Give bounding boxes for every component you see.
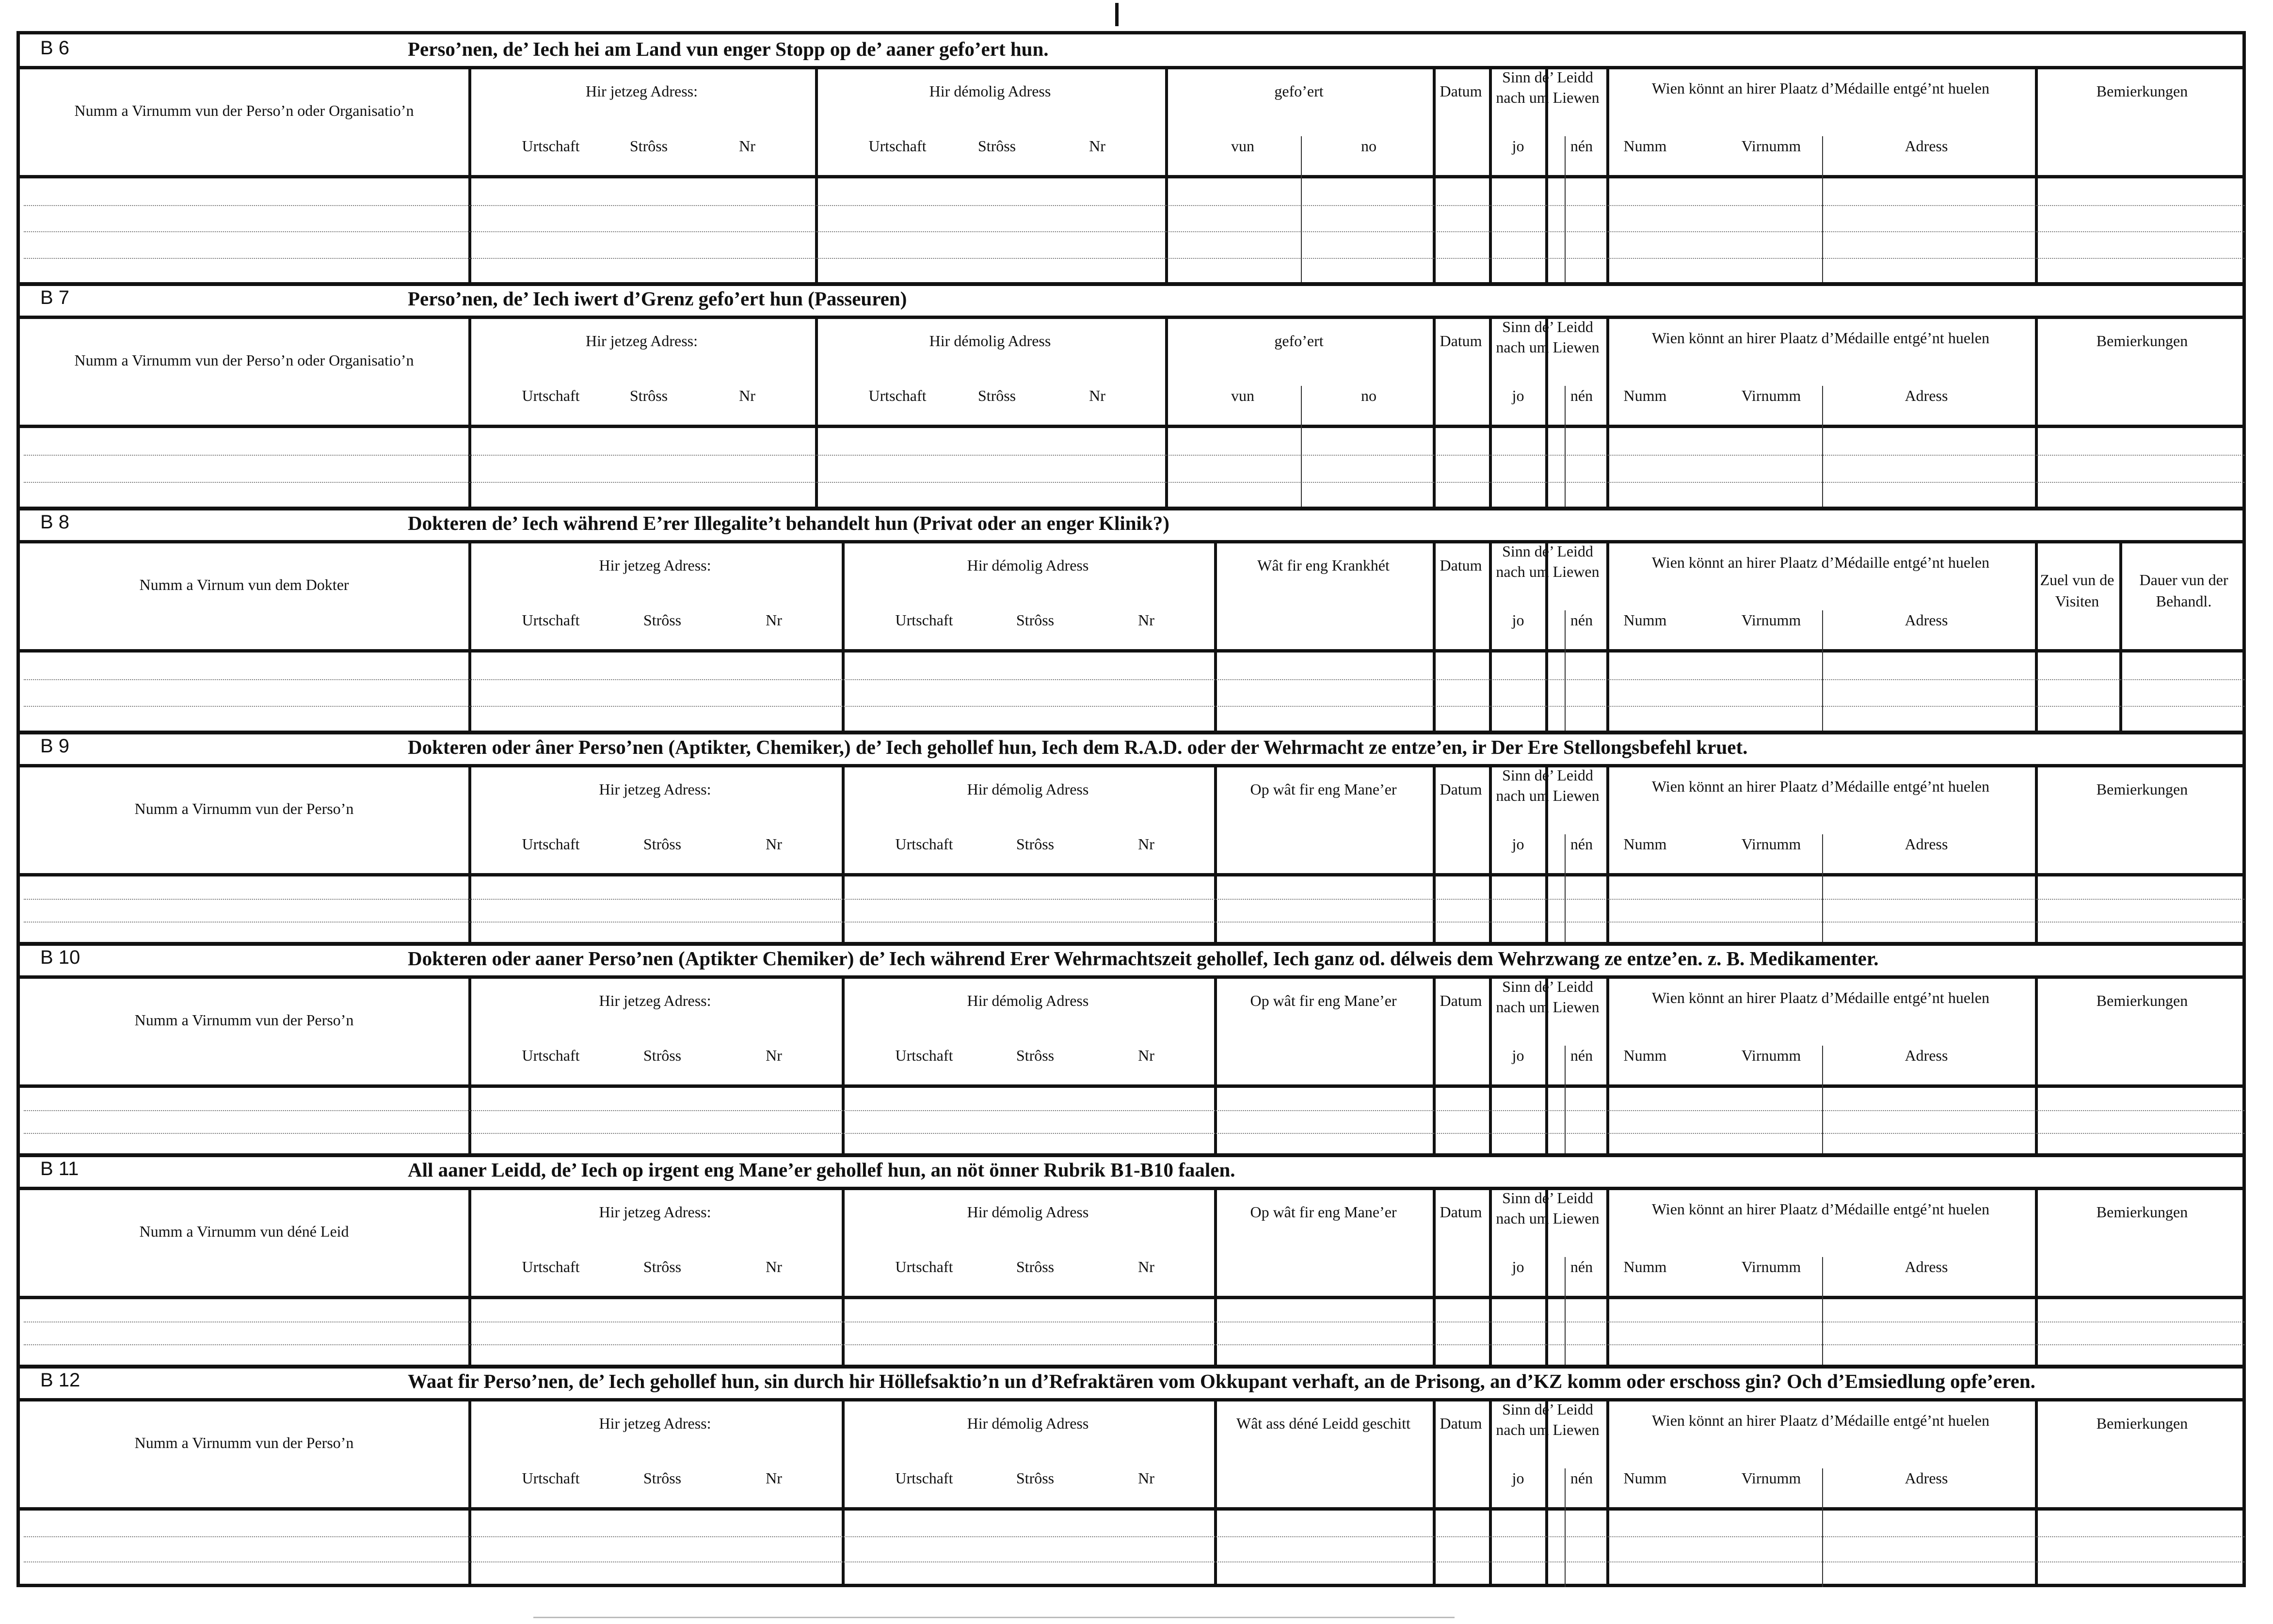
address-subheader: Adress [1905, 387, 1948, 404]
yes-subheader: jo [1512, 611, 1524, 629]
no-subheader: nén [1570, 1258, 1593, 1275]
remarks-column-header: Bemierkungen [2096, 1415, 2188, 1432]
nr-subheader: Nr [766, 611, 782, 629]
section-title: Waat fir Perso’nen, de’ Iech gehollef hun, sin durch hir Höllefsaktio’n un d’Refraktären vom Okkupant verhaft, an de Prisong, an d’KZ komm oder erschoss gin? Och d’Emsiedlung opfe’eren. [408, 1370, 2035, 1392]
former-address-header: Hir démolig Adress [967, 557, 1089, 574]
virnumm-adress-split [1822, 834, 1823, 944]
header-bottom-rule [20, 1084, 2242, 1088]
date-column-header: Datum [1440, 992, 1482, 1009]
name-column-header: Numm a Virnumm vun der Perso’n [134, 1434, 354, 1451]
entry-row-line [24, 706, 2244, 707]
stross-subheader: Strôss [643, 835, 682, 853]
urtschaft-subheader: Urtschaft [522, 1047, 580, 1064]
virnumm-adress-split [1822, 1046, 1823, 1155]
current-address-header: Hir jetzeg Adress: [599, 1415, 711, 1432]
nr-subheader: Nr [766, 1469, 782, 1487]
form-section-b7 [20, 284, 2242, 509]
urtschaft-subheader: Urtschaft [895, 1047, 953, 1064]
name-column-header: Numm a Virnumm vun der Perso’n oder Organisatio’n [74, 102, 414, 119]
nr-subheader: Nr [1138, 1469, 1154, 1487]
address-subheader: Adress [1905, 1258, 1948, 1275]
section-code: B 12 [40, 1369, 80, 1391]
former-address-header: Hir démolig Adress [967, 992, 1089, 1009]
stross-subheader: Strôss [1016, 611, 1055, 629]
medal-recipient-header: Wien könnt an hirer Plaatz d’Médaille entgé’nt huelen [1651, 1200, 1990, 1218]
nr-subheader: Nr [1089, 137, 1105, 155]
column-divider [1214, 540, 1217, 732]
remarks-column-header: Bemierkungen [2096, 332, 2188, 350]
current-address-header: Hir jetzeg Adress: [599, 1203, 711, 1221]
remarks-column-header: Bemierkungen [2096, 780, 2188, 798]
remarks-column-header: Bemierkungen [2096, 992, 2188, 1009]
section-code: B 11 [40, 1158, 79, 1179]
name-column-header: Numm a Virnumm vun der Perso’n [134, 1011, 354, 1029]
section-title: Dokteren oder aaner Perso’nen (Aptikter Chemiker) de’ Iech während Erer Wehrmachtszeit gehollef, Iech ganz od. délweis dem Wehrzwang ze entze’en. z. B. Medikamenter. [408, 947, 1879, 970]
header-top-rule [20, 1398, 2242, 1401]
section-divider [20, 942, 2242, 946]
section-title: Perso’nen, de’ Iech hei am Land vun enger Stopp op de’ aaner gefo’ert hun. [408, 38, 1049, 60]
middle-column-header: gefo’ert [1274, 82, 1324, 100]
date-column-header: Datum [1440, 557, 1482, 574]
yes-subheader: jo [1512, 835, 1524, 853]
vun-no-split [1301, 136, 1302, 284]
section-title: Perso’nen, de’ Iech iwert d’Grenz gefo’ert hun (Passeuren) [408, 287, 907, 310]
no-subheader: nén [1570, 1047, 1593, 1064]
firstname-subheader: Virnumm [1741, 611, 1801, 629]
entry-row-line [24, 1561, 2244, 1562]
nr-subheader: Nr [1089, 387, 1105, 404]
address-subheader: Adress [1905, 1047, 1948, 1064]
header-bottom-rule [20, 1296, 2242, 1299]
column-divider [1214, 1398, 1217, 1587]
date-column-header: Datum [1440, 332, 1482, 350]
date-column-header: Datum [1440, 82, 1482, 100]
column-divider [1606, 66, 1609, 284]
nr-subheader: Nr [739, 387, 755, 404]
firstname-subheader: Virnumm [1741, 1258, 1801, 1275]
yes-subheader: jo [1512, 387, 1524, 404]
nr-subheader: Nr [766, 1047, 782, 1064]
form-section-b12 [20, 1367, 2242, 1587]
name-column-header: Numm a Virnumm vun der Perso’n oder Organisatio’n [74, 351, 414, 369]
entry-row-line [24, 899, 2244, 900]
to-subheader: no [1361, 137, 1377, 155]
address-subheader: Adress [1905, 1469, 1948, 1487]
no-subheader: nén [1570, 137, 1593, 155]
stross-subheader: Strôss [1016, 1469, 1055, 1487]
nr-subheader: Nr [739, 137, 755, 155]
header-top-rule [20, 1187, 2242, 1190]
virnumm-adress-split [1822, 1468, 1823, 1587]
form-section-b6 [20, 34, 2242, 284]
yes-subheader: jo [1512, 1047, 1524, 1064]
surname-subheader: Numm [1623, 611, 1667, 629]
alive-column-header: Sinn de’ Leidd nach um Liewen [1496, 542, 1600, 580]
header-bottom-rule [20, 425, 2242, 428]
column-divider [1606, 316, 1609, 509]
urtschaft-subheader: Urtschaft [895, 1258, 953, 1275]
stross-subheader: Strôss [643, 611, 682, 629]
column-divider [1214, 975, 1217, 1155]
remarks-column-header: Bemierkungen [2096, 1203, 2188, 1221]
from-subheader: vun [1231, 137, 1254, 155]
form-section-b10 [20, 944, 2242, 1155]
surname-subheader: Numm [1623, 1047, 1667, 1064]
header-top-rule [20, 540, 2242, 543]
entry-row-line [24, 1321, 2244, 1322]
former-address-header: Hir démolig Adress [967, 1415, 1089, 1432]
section-divider [20, 1365, 2242, 1369]
stross-subheader: Strôss [643, 1469, 682, 1487]
middle-column-header: Op wât fir eng Mane’er [1250, 1203, 1397, 1221]
column-divider [1214, 1187, 1217, 1367]
name-column-header: Numm a Virnum vun dem Dokter [139, 576, 349, 593]
virnumm-adress-split [1822, 1257, 1823, 1367]
virnumm-adress-split [1822, 136, 1823, 284]
entry-row-line [24, 1344, 2244, 1345]
current-address-header: Hir jetzeg Adress: [585, 82, 698, 100]
no-subheader: nén [1570, 1469, 1593, 1487]
medal-recipient-header: Wien könnt an hirer Plaatz d’Médaille entgé’nt huelen [1651, 778, 1990, 795]
no-subheader: nén [1570, 387, 1593, 404]
date-column-header: Datum [1440, 1203, 1482, 1221]
date-column-header: Datum [1440, 1415, 1482, 1432]
name-column-header: Numm a Virnumm vun der Perso’n [134, 800, 354, 817]
visits-column-header: Zuel vun de Visiten [2040, 571, 2114, 610]
entry-row-line [24, 1110, 2244, 1111]
stross-subheader: Strôss [643, 1047, 682, 1064]
form-section-b8 [20, 509, 2242, 732]
section-title: Dokteren de’ Iech während E’rer Illegalite’t behandelt hun (Privat oder an enger Klinik?) [408, 512, 1169, 534]
medal-recipient-header: Wien könnt an hirer Plaatz d’Médaille entgé’nt huelen [1651, 329, 1990, 347]
nr-subheader: Nr [766, 1258, 782, 1275]
nr-subheader: Nr [1138, 1047, 1154, 1064]
section-title: Dokteren oder âner Perso’nen (Aptikter, Chemiker,) de’ Iech gehollef hun, Iech dem R.A.D. oder der Wehrmacht ze entze’en, ir Der Ere Stellongsbefehl kruet. [408, 736, 1748, 758]
surname-subheader: Numm [1623, 835, 1667, 853]
middle-column-header: Op wât fir eng Mane’er [1250, 992, 1397, 1009]
urtschaft-subheader: Urtschaft [522, 611, 580, 629]
yes-subheader: jo [1512, 1258, 1524, 1275]
name-column-header: Numm a Virnumm vun déné Leid [139, 1223, 349, 1240]
current-address-header: Hir jetzeg Adress: [599, 992, 711, 1009]
section-code: B 6 [40, 37, 70, 59]
alive-column-header: Sinn de’ Leidd nach um Liewen [1496, 68, 1600, 106]
firstname-subheader: Virnumm [1741, 1469, 1801, 1487]
current-address-header: Hir jetzeg Adress: [599, 557, 711, 574]
surname-subheader: Numm [1623, 387, 1667, 404]
former-address-header: Hir démolig Adress [967, 780, 1089, 798]
urtschaft-subheader: Urtschaft [522, 387, 580, 404]
medal-recipient-header: Wien könnt an hirer Plaatz d’Médaille entgé’nt huelen [1651, 80, 1990, 97]
entry-row-line [24, 482, 2244, 483]
surname-subheader: Numm [1623, 137, 1667, 155]
middle-column-header: Op wât fir eng Mane’er [1250, 780, 1397, 798]
surname-subheader: Numm [1623, 1258, 1667, 1275]
entry-row-line [24, 258, 2244, 259]
medal-recipient-header: Wien könnt an hirer Plaatz d’Médaille entgé’nt huelen [1651, 1412, 1990, 1429]
no-subheader: nén [1570, 611, 1593, 629]
column-divider [1165, 316, 1168, 509]
stross-subheader: Strôss [1016, 1047, 1055, 1064]
former-address-header: Hir démolig Adress [929, 82, 1051, 100]
stross-subheader: Strôss [977, 387, 1016, 404]
urtschaft-subheader: Urtschaft [895, 611, 953, 629]
stross-subheader: Strôss [643, 1258, 682, 1275]
entry-row-line [24, 455, 2244, 456]
section-title: All aaner Leidd, de’ Iech op irgent eng Mane’er gehollef hun, an nöt önner Rubrik B1-B10 faalen. [408, 1159, 1235, 1181]
from-subheader: vun [1231, 387, 1254, 404]
current-address-header: Hir jetzeg Adress: [599, 780, 711, 798]
section-divider [20, 731, 2242, 734]
medal-recipient-header: Wien könnt an hirer Plaatz d’Médaille entgé’nt huelen [1651, 554, 1990, 571]
questionnaire-form-sheet [16, 31, 2246, 1587]
stross-subheader: Strôss [629, 137, 668, 155]
scan-artifact [533, 1617, 1455, 1618]
urtschaft-subheader: Urtschaft [895, 835, 953, 853]
no-subheader: nén [1570, 835, 1593, 853]
urtschaft-subheader: Urtschaft [522, 1469, 580, 1487]
entry-row-line [24, 922, 2244, 923]
treatment-duration-header: Dauer vun der Behandl. [2139, 571, 2228, 610]
section-code: B 7 [40, 287, 70, 308]
alive-column-header: Sinn de’ Leidd nach um Liewen [1496, 1401, 1600, 1438]
middle-column-header: Wât ass déné Leidd geschitt [1236, 1415, 1410, 1432]
section-code: B 10 [40, 947, 80, 968]
header-bottom-rule [20, 873, 2242, 876]
stross-subheader: Strôss [629, 387, 668, 404]
section-divider [20, 1153, 2242, 1157]
nr-subheader: Nr [1138, 1258, 1154, 1275]
middle-column-header: gefo’ert [1274, 332, 1324, 350]
header-top-rule [20, 66, 2242, 69]
vun-no-split [1301, 386, 1302, 509]
alive-column-header: Sinn de’ Leidd nach um Liewen [1496, 978, 1600, 1016]
header-bottom-rule [20, 175, 2242, 178]
urtschaft-subheader: Urtschaft [522, 137, 580, 155]
form-section-b9 [20, 732, 2242, 944]
entry-row-line [24, 231, 2244, 232]
nr-subheader: Nr [766, 835, 782, 853]
nr-subheader: Nr [1138, 835, 1154, 853]
header-top-rule [20, 316, 2242, 319]
firstname-subheader: Virnumm [1741, 1047, 1801, 1064]
jo-nen-split [1565, 136, 1566, 284]
entry-row-line [24, 1133, 2244, 1134]
section-code: B 9 [40, 735, 70, 757]
yes-subheader: jo [1512, 137, 1524, 155]
urtschaft-subheader: Urtschaft [895, 1469, 953, 1487]
header-top-rule [20, 975, 2242, 979]
entry-row-line [24, 205, 2244, 206]
section-code: B 8 [40, 511, 70, 533]
urtschaft-subheader: Urtschaft [522, 1258, 580, 1275]
former-address-header: Hir démolig Adress [929, 332, 1051, 350]
column-divider [1165, 66, 1168, 284]
header-bottom-rule [20, 649, 2242, 653]
to-subheader: no [1361, 387, 1377, 404]
firstname-subheader: Virnumm [1741, 387, 1801, 404]
top-tick-mark [1115, 3, 1119, 26]
surname-subheader: Numm [1623, 1469, 1667, 1487]
entry-row-line [24, 1536, 2244, 1537]
middle-column-header: Wât fir eng Krankhét [1257, 557, 1390, 574]
column-divider [1606, 1398, 1609, 1587]
former-address-header: Hir démolig Adress [967, 1203, 1089, 1221]
form-section-b11 [20, 1155, 2242, 1367]
stross-subheader: Strôss [1016, 1258, 1055, 1275]
firstname-subheader: Virnumm [1741, 137, 1801, 155]
address-subheader: Adress [1905, 611, 1948, 629]
header-top-rule [20, 764, 2242, 767]
section-divider [20, 282, 2242, 286]
section-divider [20, 507, 2242, 510]
virnumm-adress-split [1822, 610, 1823, 732]
alive-column-header: Sinn de’ Leidd nach um Liewen [1496, 766, 1600, 804]
stross-subheader: Strôss [977, 137, 1016, 155]
current-address-header: Hir jetzeg Adress: [585, 332, 698, 350]
remarks-column-header: Bemierkungen [2096, 82, 2188, 100]
date-column-header: Datum [1440, 780, 1482, 798]
address-subheader: Adress [1905, 137, 1948, 155]
address-subheader: Adress [1905, 835, 1948, 853]
urtschaft-subheader: Urtschaft [868, 137, 927, 155]
stross-subheader: Strôss [1016, 835, 1055, 853]
virnumm-adress-split [1822, 386, 1823, 509]
urtschaft-subheader: Urtschaft [522, 835, 580, 853]
entry-row-line [24, 679, 2244, 680]
nr-subheader: Nr [1138, 611, 1154, 629]
header-bottom-rule [20, 1507, 2242, 1511]
urtschaft-subheader: Urtschaft [868, 387, 927, 404]
firstname-subheader: Virnumm [1741, 835, 1801, 853]
column-divider [1606, 540, 1609, 732]
alive-column-header: Sinn de’ Leidd nach um Liewen [1496, 1189, 1600, 1227]
alive-column-header: Sinn de’ Leidd nach um Liewen [1496, 318, 1600, 356]
column-divider [1214, 764, 1217, 944]
medal-recipient-header: Wien könnt an hirer Plaatz d’Médaille entgé’nt huelen [1651, 989, 1990, 1006]
yes-subheader: jo [1512, 1469, 1524, 1487]
